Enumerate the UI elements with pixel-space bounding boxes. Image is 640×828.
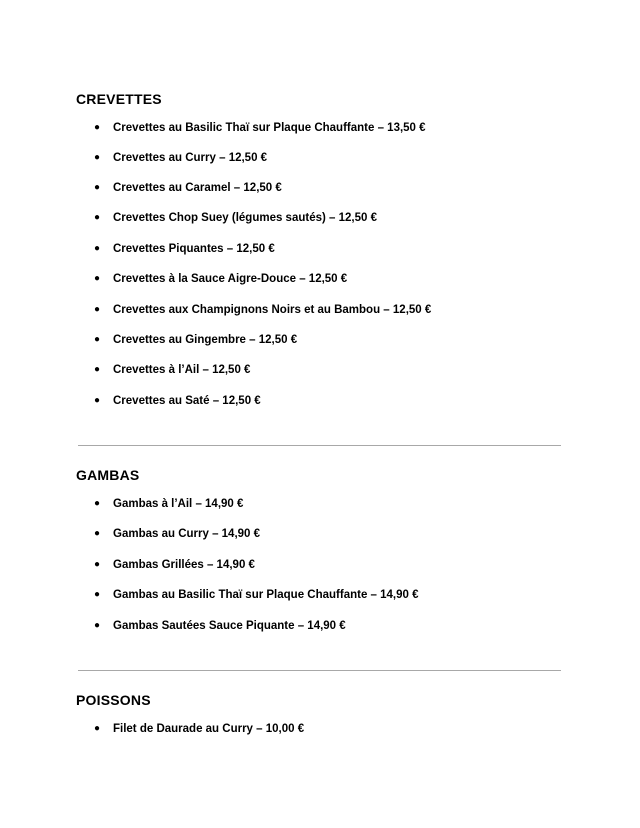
list-item [0, 393, 560, 409]
item-label: Crevettes au Gingembre – 12,50 € [113, 334, 298, 346]
item-label: Gambas au Basilic Thaï sur Plaque Chauffante – 14,90 € [113, 589, 419, 601]
section-title-poissons: POISSONS [76, 692, 151, 708]
list-item [0, 332, 560, 348]
bullet-icon: ● [94, 620, 101, 631]
item-label: Crevettes au Saté – 12,50 € [113, 395, 261, 407]
list-item [0, 210, 560, 226]
item-label: Gambas Sautées Sauce Piquante – 14,90 € [113, 620, 346, 632]
section-title-gambas: GAMBAS [76, 467, 140, 483]
list-item [0, 302, 560, 318]
item-label: Gambas au Curry – 14,90 € [113, 528, 261, 540]
item-label: Crevettes Piquantes – 12,50 € [113, 243, 275, 255]
list-item [0, 557, 560, 573]
item-label: Crevettes à l’Ail – 12,50 € [113, 364, 251, 376]
list-item [0, 362, 560, 378]
bullet-icon: ● [94, 395, 101, 406]
list-item [0, 150, 560, 166]
bullet-icon: ● [94, 334, 101, 345]
list-item [0, 496, 560, 512]
bullet-icon: ● [94, 589, 101, 600]
section-title-crevettes: CREVETTES [76, 91, 162, 107]
bullet-icon: ● [94, 304, 101, 315]
section-divider [78, 445, 561, 446]
item-label: Crevettes à la Sauce Aigre-Douce – 12,50 € [113, 273, 348, 285]
list-item [0, 120, 560, 136]
item-label: Gambas Grillées – 14,90 € [113, 559, 255, 571]
list-item [0, 271, 560, 287]
bullet-icon: ● [94, 364, 101, 375]
bullet-icon: ● [94, 273, 101, 284]
item-label: Gambas à l’Ail – 14,90 € [113, 498, 244, 510]
section-divider [78, 670, 561, 671]
bullet-icon: ● [94, 559, 101, 570]
bullet-icon: ● [94, 528, 101, 539]
item-label: Filet de Daurade au Curry – 10,00 € [113, 723, 305, 735]
bullet-icon: ● [94, 182, 101, 193]
list-item [0, 526, 560, 542]
list-item [0, 180, 560, 196]
bullet-icon: ● [94, 212, 101, 223]
bullet-icon: ● [94, 152, 101, 163]
item-label: Crevettes Chop Suey (légumes sautés) – 12,50 € [113, 212, 377, 224]
bullet-icon: ● [94, 498, 101, 509]
list-item [0, 241, 560, 257]
item-label: Crevettes aux Champignons Noirs et au Bambou – 12,50 € [113, 304, 432, 316]
item-label: Crevettes au Basilic Thaï sur Plaque Chauffante – 13,50 € [113, 122, 426, 134]
list-item [0, 587, 560, 603]
item-label: Crevettes au Curry – 12,50 € [113, 152, 268, 164]
item-label: Crevettes au Caramel – 12,50 € [113, 182, 282, 194]
list-item [0, 721, 560, 737]
bullet-icon: ● [94, 243, 101, 254]
bullet-icon: ● [94, 122, 101, 133]
bullet-icon: ● [94, 723, 101, 734]
list-item [0, 618, 560, 634]
